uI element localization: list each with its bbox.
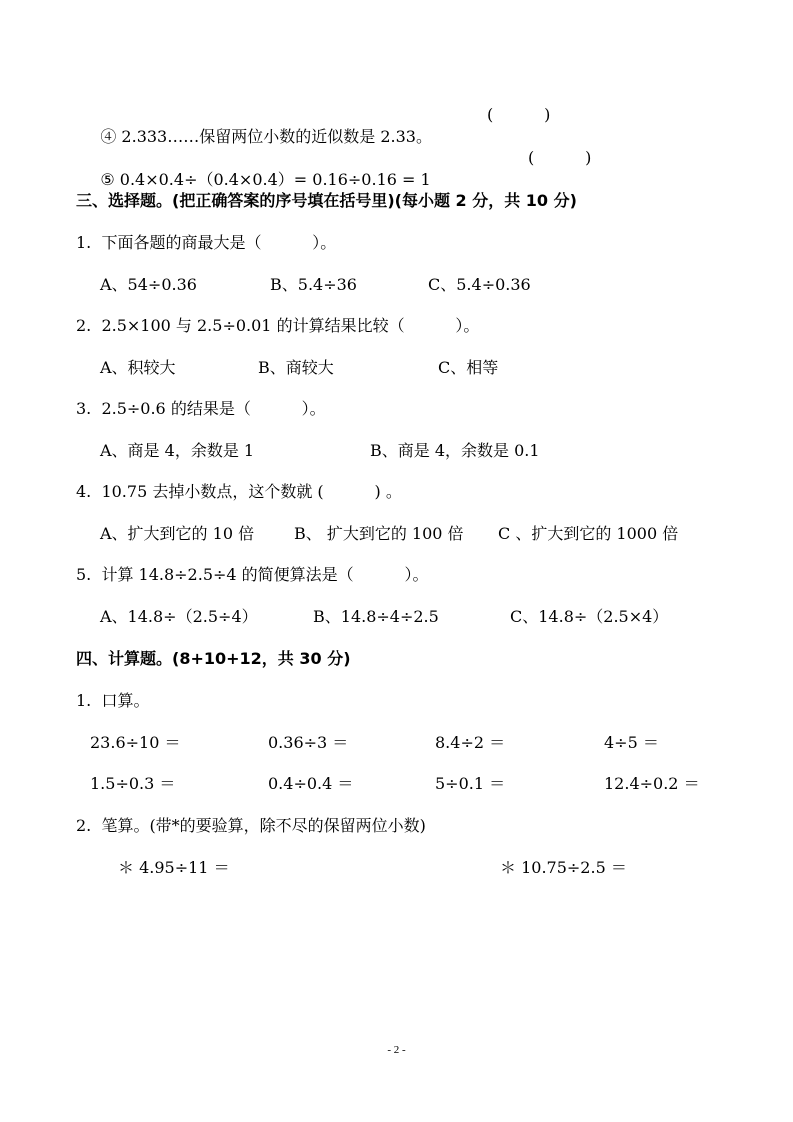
- judge-item-4-bracket: ( ): [487, 105, 551, 124]
- question-2-option-b: B、商较大: [258, 358, 334, 377]
- written-calc-item-1: ＊ 4.95÷11 ＝: [118, 858, 230, 877]
- section-4-heading: 四、计算题。(8+10+12，共 30 分): [76, 649, 351, 668]
- page-number: - 2 -: [387, 1044, 406, 1056]
- oral-calc-item: 0.36÷3 ＝: [268, 733, 349, 752]
- question-4-option-c: C 、扩大到它的 1000 倍: [498, 524, 679, 543]
- written-calc-label: 2. 笔算。(带*的要验算，除不尽的保留两位小数): [76, 816, 426, 835]
- oral-calc-label: 1. 口算。: [76, 691, 150, 710]
- question-2-stem: 2. 2.5×100 与 2.5÷0.01 的计算结果比较（ ）。: [76, 316, 480, 335]
- question-3-stem: 3. 2.5÷0.6 的结果是（ ）。: [76, 399, 326, 418]
- judge-item-5-bracket: ( ): [528, 148, 592, 167]
- question-1-stem: 1. 下面各题的商最大是（ ）。: [76, 233, 337, 252]
- oral-calc-item: 1.5÷0.3 ＝: [90, 774, 176, 793]
- question-1-option-b: B、5.4÷36: [270, 275, 357, 294]
- oral-calc-item: 0.4÷0.4 ＝: [268, 774, 354, 793]
- question-3-option-b: B、商是 4，余数是 0.1: [370, 441, 540, 460]
- question-4-stem: 4. 10.75 去掉小数点，这个数就 ( ) 。: [76, 482, 402, 501]
- oral-calc-item: 4÷5 ＝: [604, 733, 659, 752]
- oral-calc-item: 8.4÷2 ＝: [435, 733, 506, 752]
- question-3-option-a: A、商是 4，余数是 1: [100, 441, 255, 460]
- judge-item-5-text: ⑤ 0.4×0.4÷（0.4×0.4）= 0.16÷0.16 = 1: [100, 170, 431, 189]
- oral-calc-item: 12.4÷0.2 ＝: [604, 774, 700, 793]
- question-5-option-b: B、14.8÷4÷2.5: [313, 607, 439, 626]
- question-5-stem: 5. 计算 14.8÷2.5÷4 的简便算法是（ ）。: [76, 565, 429, 584]
- question-5-option-c: C、14.8÷（2.5×4）: [510, 607, 669, 626]
- oral-calc-item: 5÷0.1 ＝: [435, 774, 506, 793]
- section-3-heading: 三、选择题。(把正确答案的序号填在括号里)(每小题 2 分，共 10 分): [76, 191, 577, 210]
- question-5-option-a: A、14.8÷（2.5÷4）: [100, 607, 258, 626]
- oral-calc-item: 23.6÷10 ＝: [90, 733, 181, 752]
- written-calc-item-2: ＊ 10.75÷2.5 ＝: [500, 858, 627, 877]
- judge-item-4-text: ④ 2.333……保留两位小数的近似数是 2.33。: [100, 127, 432, 146]
- question-4-option-b: B、 扩大到它的 100 倍: [294, 524, 464, 543]
- question-2-option-c: C、相等: [438, 358, 499, 377]
- question-4-option-a: A、扩大到它的 10 倍: [100, 524, 255, 543]
- question-1-option-c: C、5.4÷0.36: [428, 275, 531, 294]
- question-2-option-a: A、积较大: [100, 358, 176, 377]
- question-1-option-a: A、54÷0.36: [100, 275, 197, 294]
